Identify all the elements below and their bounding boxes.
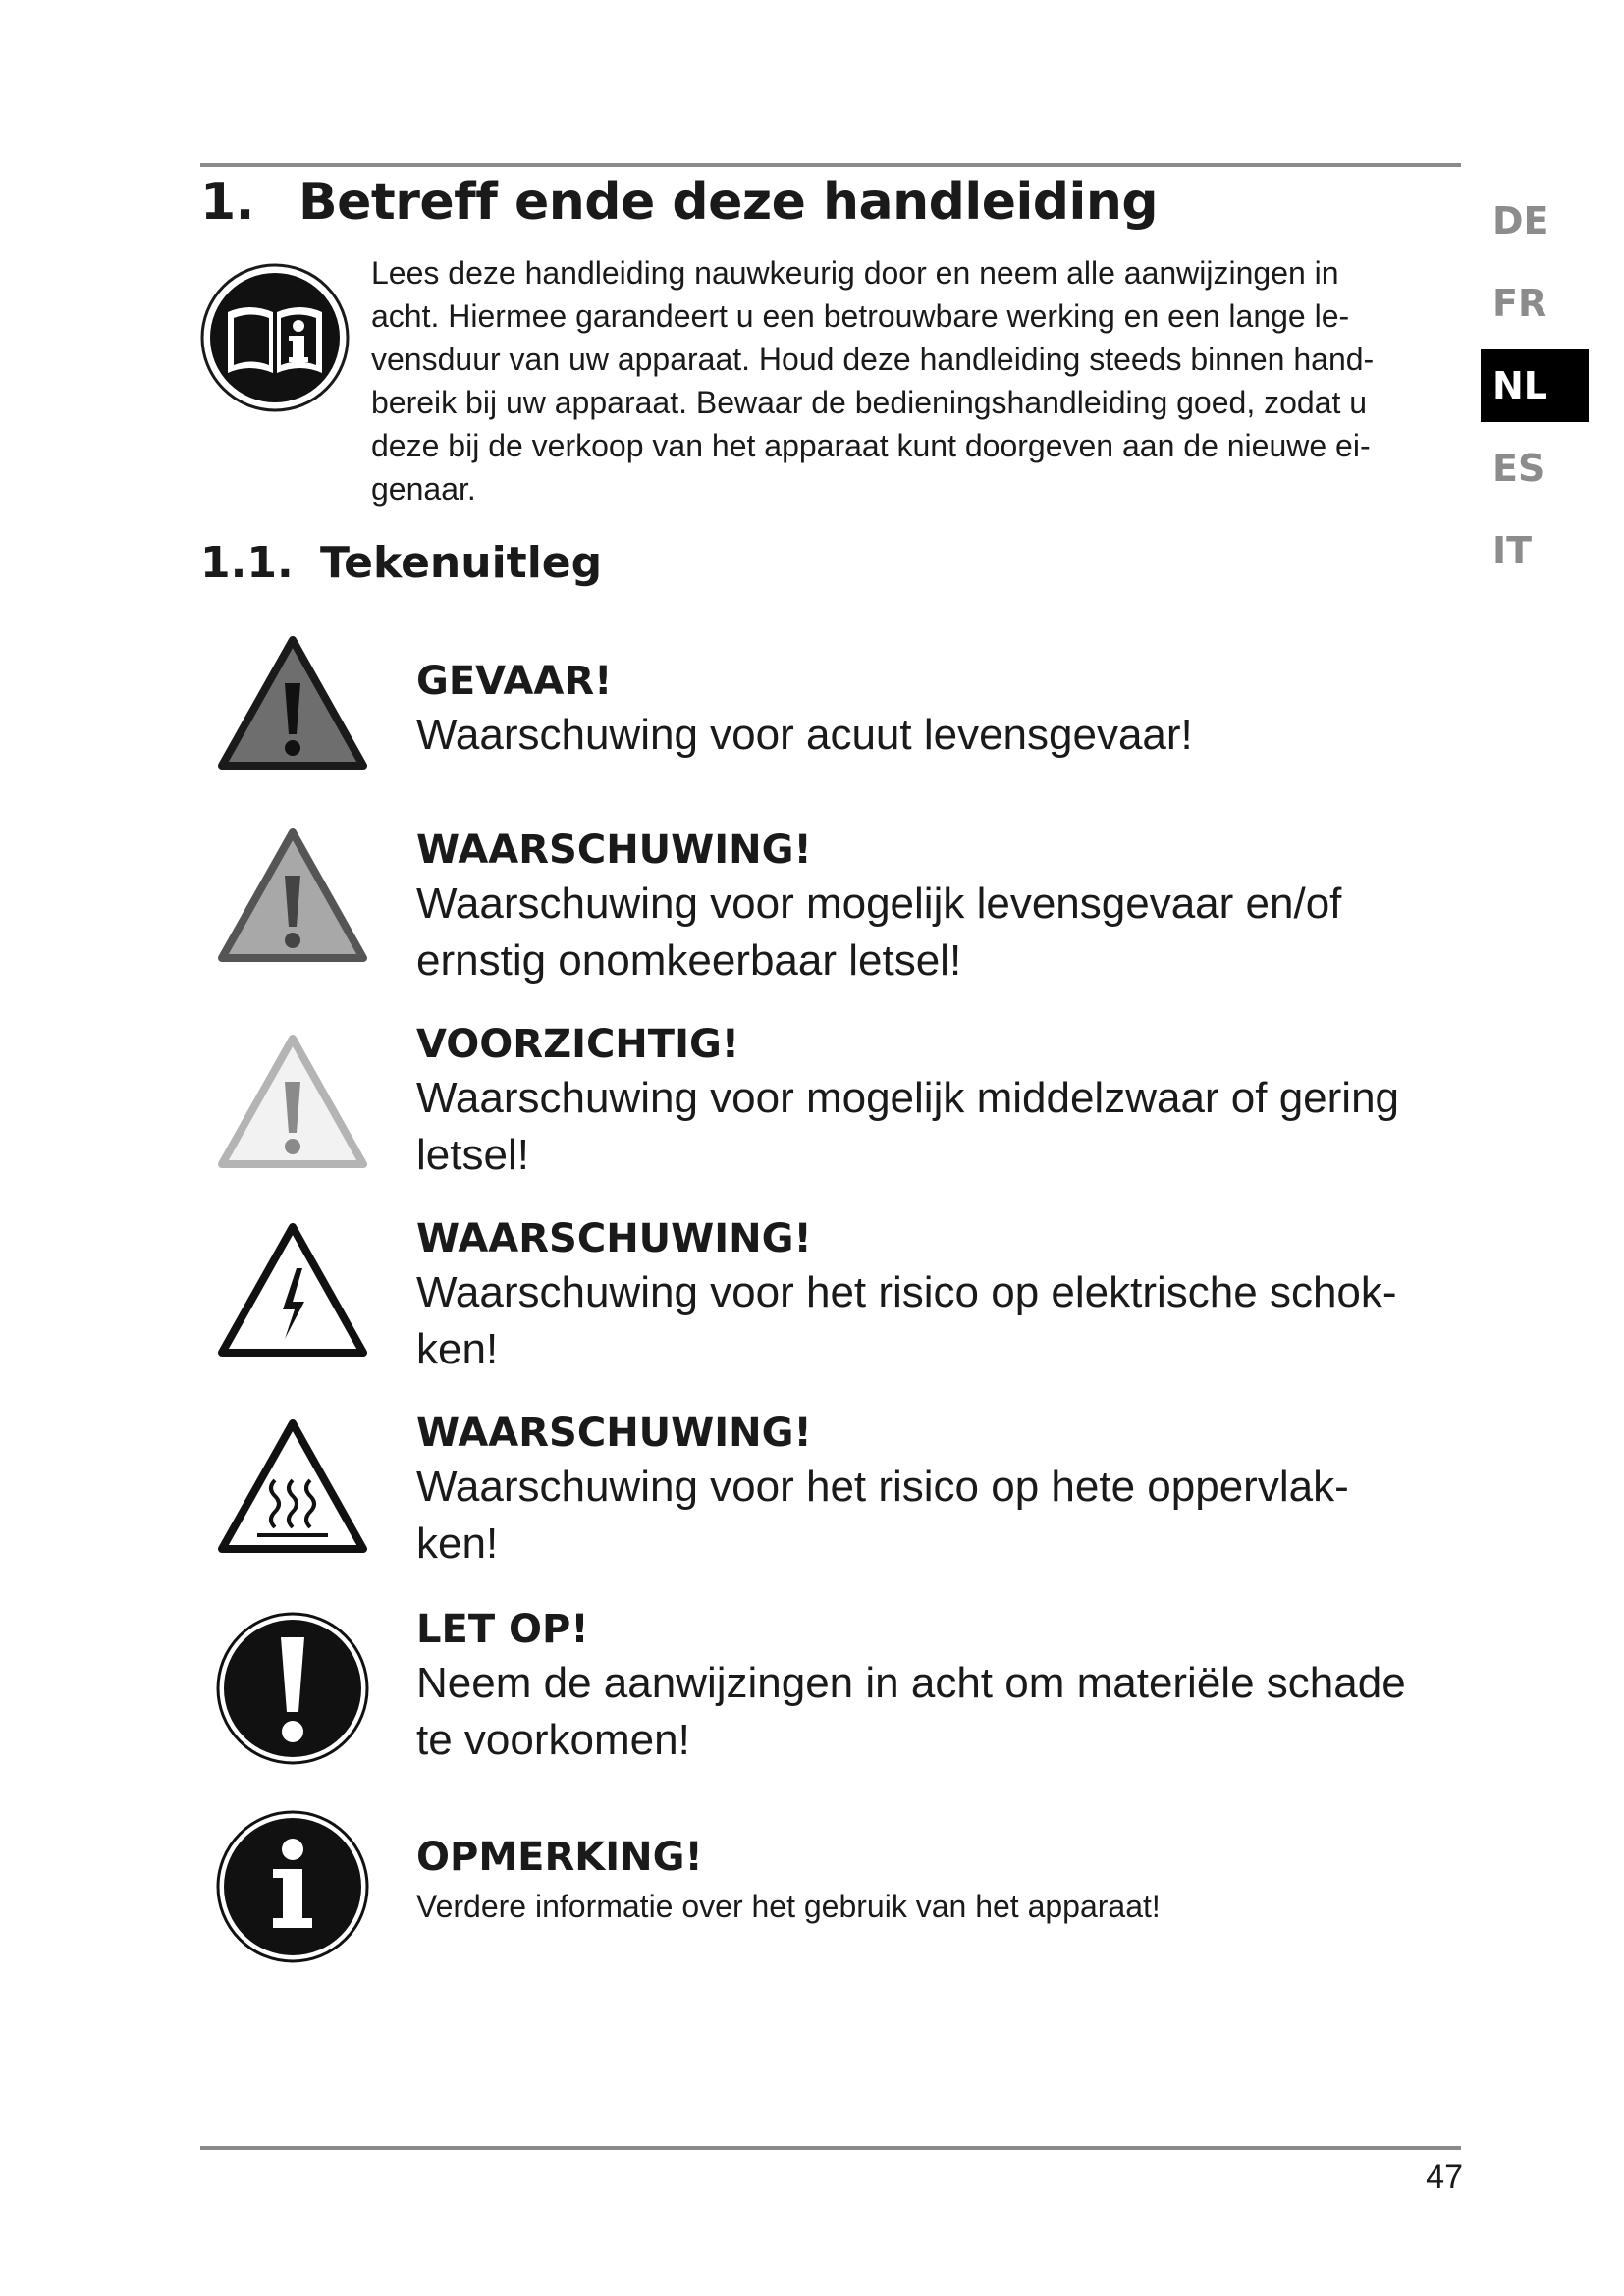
symbol-title: WAARSCHUWING! — [416, 1411, 812, 1456]
page-number: 47 — [1426, 2159, 1463, 2196]
top-rule — [200, 163, 1461, 167]
symbol-entry — [416, 1832, 1467, 1930]
symbol-title: GEVAAR! — [416, 659, 613, 704]
symbol-title: WAARSCHUWING! — [416, 828, 812, 873]
language-tab-es[interactable]: ES — [1492, 447, 1545, 490]
subsection-number: 1.1. — [200, 538, 294, 588]
intro-line: Lees deze handleiding nauwkeurig door en neem alle aanwijzingen in — [371, 255, 1339, 291]
symbol-entry — [416, 1408, 1467, 1573]
exclamation-circle-icon — [214, 1610, 371, 1767]
symbol-title: WAARSCHUWING! — [416, 1216, 812, 1261]
symbol-description: letsel! — [416, 1131, 529, 1179]
intro-paragraph — [371, 251, 1463, 510]
intro-line: deze bij de verkoop van het apparaat kunt doorgeven aan de nieuwe ei- — [371, 428, 1371, 463]
intro-line: bereik bij uw apparaat. Bewaar de bedieningshandleiding goed, zodat u — [371, 385, 1368, 420]
caution-triangle-icon — [214, 1027, 371, 1184]
language-tab-de[interactable]: DE — [1492, 199, 1549, 242]
section-heading — [200, 173, 1437, 232]
symbol-title: OPMERKING! — [416, 1835, 703, 1880]
symbol-entry — [416, 1604, 1467, 1769]
language-tab-nl[interactable]: NL — [1481, 349, 1589, 422]
symbol-description: Neem de aanwijzingen in acht om materiële schade — [416, 1659, 1406, 1707]
symbol-description: ernstig onomkeerbaar letsel! — [416, 936, 962, 985]
intro-line: vensduur van uw apparaat. Houd deze handleiding steeds binnen hand- — [371, 342, 1375, 377]
symbol-description: Waarschuwing voor mogelijk middelzwaar of gering — [416, 1074, 1400, 1122]
symbol-description: Waarschuwing voor het risico op elektrische schok- — [416, 1268, 1397, 1316]
danger-triangle-icon — [214, 628, 371, 785]
symbol-description: ken! — [416, 1325, 499, 1373]
symbol-entry — [416, 1019, 1467, 1184]
manual-info-icon — [200, 263, 350, 412]
section-number: 1. — [200, 173, 254, 232]
symbol-description: Verdere informatie over het gebruik van het apparaat! — [416, 1889, 1161, 1924]
info-circle-icon — [214, 1808, 371, 1965]
warning-triangle-icon — [214, 821, 371, 978]
symbol-description: Waarschuwing voor mogelijk levensgevaar en/of — [416, 880, 1342, 928]
section-title: Betreff ende deze handleiding — [298, 173, 1159, 232]
symbol-title: LET OP! — [416, 1607, 589, 1652]
hot-surface-icon — [214, 1412, 371, 1569]
symbol-entry — [416, 656, 1467, 764]
symbol-description: Waarschuwing voor acuut levensgevaar! — [416, 711, 1193, 759]
symbol-entry — [416, 1213, 1467, 1378]
subsection-title: Tekenuitleg — [320, 538, 603, 588]
electric-shock-icon — [214, 1215, 371, 1372]
bottom-rule — [200, 2146, 1461, 2150]
language-tab-it[interactable]: IT — [1492, 529, 1533, 572]
subsection-heading — [200, 538, 1084, 588]
intro-line: acht. Hiermee garandeert u een betrouwbare werking en een lange le- — [371, 298, 1350, 334]
language-tab-fr[interactable]: FR — [1492, 282, 1547, 325]
intro-line: genaar. — [371, 471, 476, 507]
symbol-title: VOORZICHTIG! — [416, 1022, 740, 1067]
symbol-description: ken! — [416, 1520, 499, 1568]
symbol-description: te voorkomen! — [416, 1716, 690, 1764]
symbol-entry — [416, 825, 1467, 989]
symbol-description: Waarschuwing voor het risico op hete oppervlak- — [416, 1463, 1349, 1511]
